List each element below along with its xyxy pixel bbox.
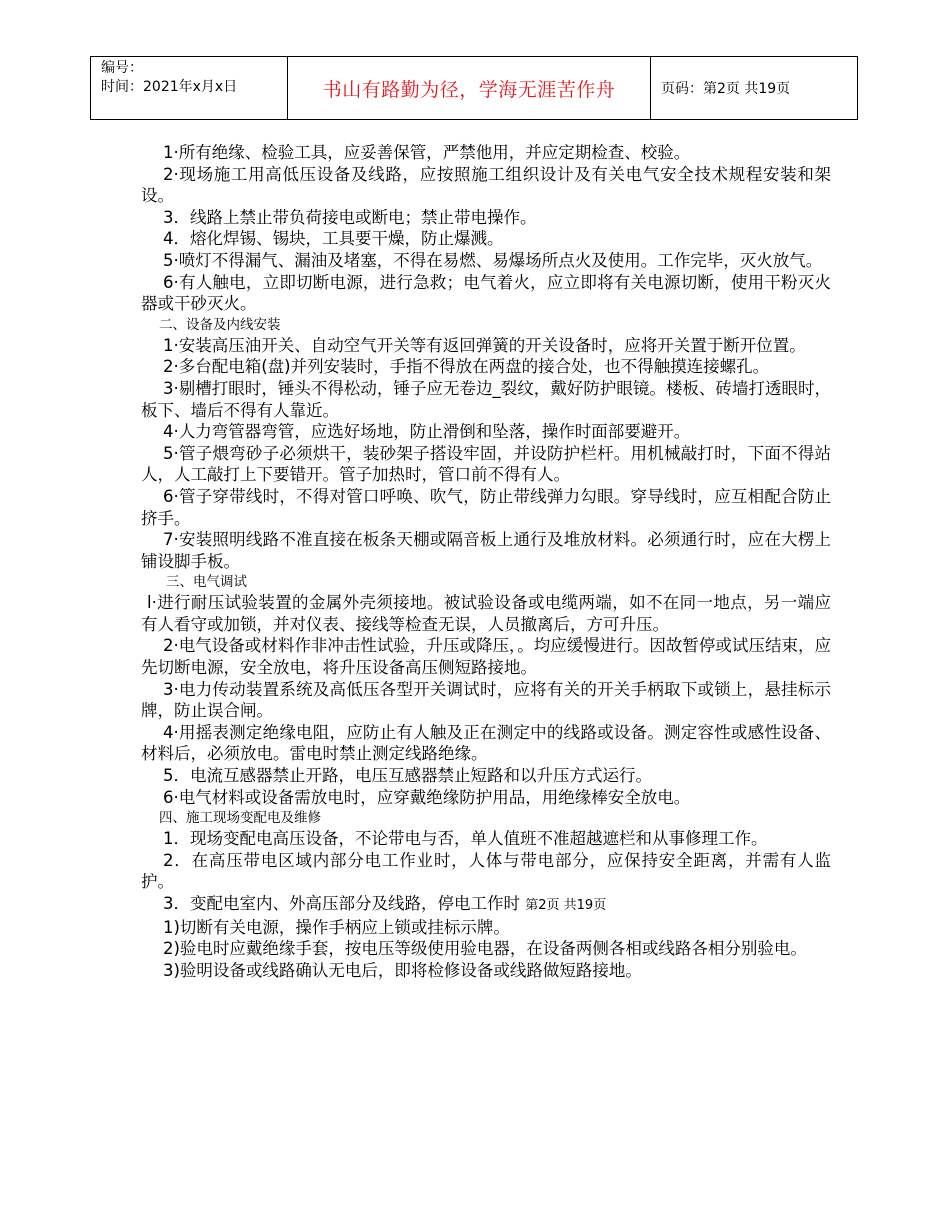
- paragraph: 4·人力弯管器弯管，应选好场地，防止滑倒和坠落，操作时面部要避开。: [163, 422, 691, 442]
- paragraph: l·进行耐压试验装置的金属外壳须接地。被试验设备或电缆两端，如不在同一地点，另一端应有人看守或加锁，并对仪表、接线等检查无误，人员撤离后，方可升压。: [141, 593, 831, 634]
- paragraph: 2)验电时应戴绝缘手套，按电压等级使用验电器，在设备两侧各相或线路各相分别验电。: [163, 939, 807, 959]
- paragraph: 5·喷灯不得漏气、漏油及堵塞，不得在易燃、易爆场所点火及使用。工作完毕，灭火放气。: [163, 250, 823, 270]
- document-body: [141, 142, 831, 981]
- paragraph: 1)切断有关电源，操作手柄应上锁或挂标示牌。: [163, 917, 510, 937]
- document-time-label: 时间：2021年x月x日: [101, 79, 238, 95]
- paragraph: 5·管子煨弯砂子必须烘干，装砂架子搭设牢固，并设防护栏杆。用机械敲打时，下面不得站人，人工敲打上下要错开。管子加热时，管口前不得有人。: [141, 443, 831, 485]
- paragraph: 2·多台配电箱(盘)并列安装时，手指不得放在两盘的接合处，也不得触摸连接螺孔。: [163, 357, 770, 377]
- header-page-label: 页码：第2页 共19页: [661, 81, 791, 97]
- paragraph: 6·有人触电，立即切断电源，进行急救；电气着火，应立即将有关电源切断，使用干粉灭火器或干砂灭火。: [141, 272, 831, 314]
- document-number-label: 编号：: [101, 60, 143, 76]
- paragraph: 1·安装高压油开关、自动空气开关等有返回弹簧的开关设备时，应将开关置于断开位置。: [163, 335, 806, 355]
- paragraph: 3·电力传动装置系统及高低压各型开关调试时，应将有关的开关手柄取下或锁上，悬挂标示牌，防止误合闸。: [141, 679, 831, 721]
- section-heading: 四、施工现场变配电及维修: [159, 810, 321, 827]
- section-heading: 三、电气调试: [166, 574, 247, 591]
- paragraph: 6·管子穿带线时，不得对管口呼唤、吹气，防止带线弹力勾眼。穿导线时，应互相配合防止挤手。: [141, 486, 831, 528]
- paragraph: [141, 893, 831, 917]
- paragraph: 1．现场变配电高压设备，不论带电与否，单人值班不准超越遮栏和从事修理工作。: [163, 829, 768, 849]
- header-meta: [91, 57, 288, 119]
- inline-page-number: 第2页 共19页: [525, 898, 607, 913]
- paragraph: 5．电流互感器禁止开路，电压互感器禁止短路和以升压方式运行。: [163, 766, 652, 786]
- paragraph: 4．熔化焊锡、锡块，工具要干燥，防止爆溅。: [163, 229, 504, 249]
- paragraph: 4·用摇表测定绝缘电阻，应防止有人触及正在测定中的线路或设备。测定容性或感性设备、材料后，必须放电。雷电时禁止测定线路绝缘。: [141, 722, 831, 764]
- section-heading: 二、设备及内线安装: [159, 316, 281, 333]
- paragraph: 2·电气设备或材料作非冲击性试验，升压或降压，。均应缓慢进行。因故暂停或试压结束，应先切断电源，安全放电，将升压设备高压侧短路接地。: [141, 636, 831, 678]
- paragraph: 2·现场施工用高低压设备及线路，应按照施工组织设计及有关电气安全技术规程安装和架设。: [141, 164, 831, 206]
- paragraph: 3)验明设备或线路确认无电后，即将检修设备或线路做短路接地。: [163, 960, 642, 980]
- paragraph: 6·电气材料或设备需放电时，应穿戴绝缘防护用品，用绝缘棒安全放电。: [163, 787, 691, 807]
- paragraph: 3．线路上禁止带负荷接电或断电；禁止带电操作。: [163, 207, 537, 227]
- paragraph: 7·安装照明线路不准直接在板条天棚或隔音板上通行及堆放材料。必须通行时，应在大楞上铺设脚手板。: [141, 530, 831, 571]
- page-header: [90, 56, 858, 120]
- paragraph: 2．在高压带电区域内部分电工作业时，人体与带电部分，应保持安全距离，并需有人监护。: [141, 850, 831, 892]
- paragraph-text: 3．变配电室内、外高压部分及线路，停电工作时: [163, 894, 520, 913]
- paragraph: 1·所有绝缘、检验工具，应妥善保管，严禁他用，并应定期检查、校验。: [163, 143, 691, 162]
- paragraph: 3·剔槽打眼时，锤头不得松动，锤子应无卷边_裂纹，戴好防护眼镜。楼板、砖墙打透眼时，板下、墙后不得有人靠近。: [141, 378, 831, 420]
- header-motto: 书山有路勤为径，学海无涯苦作舟: [288, 57, 651, 119]
